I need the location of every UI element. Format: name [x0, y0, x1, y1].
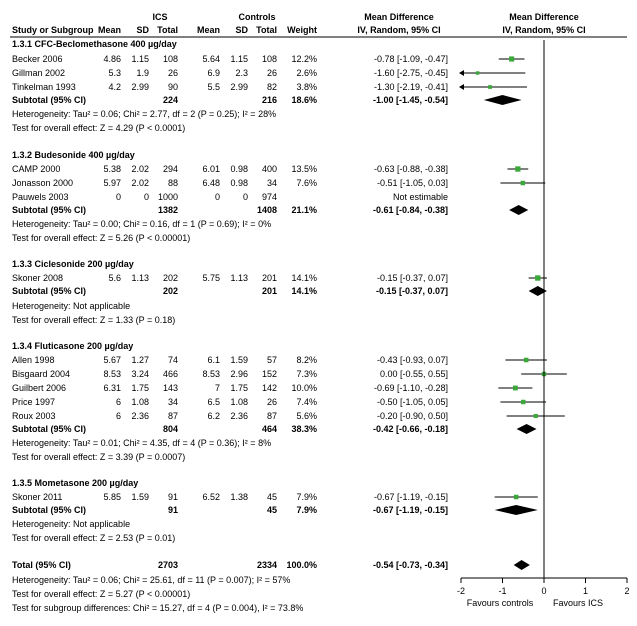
x-tick-label: -1: [498, 586, 507, 596]
controls-mean: 6.1: [207, 355, 220, 365]
study-point: [514, 495, 519, 500]
overall-effect-text: Test for overall effect: Z = 2.53 (P = 0.01): [12, 533, 176, 543]
study-ci-text: -0.67 [-1.19, -0.15]: [373, 492, 448, 502]
controls-mean: 6.52: [202, 492, 220, 502]
x-tick-label: 1: [582, 586, 589, 596]
subtotal-controls-total: 201: [261, 286, 277, 296]
ics-mean: 6: [115, 397, 121, 407]
study-ci-text: 0.00 [-0.55, 0.55]: [379, 369, 448, 379]
footer-text: Test for subgroup differences: Chi² = 15.27, df = 4 (P = 0.004), I² = 73.8%: [12, 603, 304, 613]
header-sd-1: SD: [136, 25, 149, 35]
ics-sd: 1.27: [131, 355, 149, 365]
controls-total: 108: [261, 54, 277, 64]
controls-sd: 2.96: [230, 369, 248, 379]
heterogeneity-text: Heterogeneity: Tau² = 0.06; Chi² = 2.77, df = 2 (P = 0.25); I² = 28%: [12, 109, 277, 119]
ics-total: 294: [162, 164, 178, 174]
study-weight: 12.2%: [291, 54, 317, 64]
total-controls: 2334: [256, 560, 277, 570]
controls-mean: 6.5: [207, 397, 220, 407]
ics-sd: 2.99: [131, 82, 149, 92]
header-md-text-sub: IV, Random, 95% CI: [357, 25, 441, 35]
ics-total: 466: [162, 369, 178, 379]
study-point: [509, 56, 514, 61]
study-point: [535, 275, 540, 280]
ics-mean: 4.2: [108, 82, 121, 92]
controls-sd: 2.3: [235, 68, 248, 78]
header-md-plot: Mean Difference: [509, 12, 579, 22]
controls-sd: 1.15: [230, 54, 248, 64]
header-md-text: Mean Difference: [364, 12, 434, 22]
subtotal-controls-total: 216: [261, 95, 277, 105]
study-point: [488, 85, 492, 89]
study-name: Tinkelman 1993: [12, 82, 76, 92]
study-ci-text: -0.20 [-0.90, 0.50]: [376, 411, 448, 421]
subtotal-weight: 38.3%: [291, 424, 317, 434]
ics-total: 34: [167, 397, 178, 407]
subtotal-ics-total: 224: [162, 95, 178, 105]
overall-effect-text: Test for overall effect: Z = 3.39 (P = 0.0007): [12, 452, 186, 462]
controls-total: 57: [266, 355, 277, 365]
ics-total: 143: [162, 383, 178, 393]
study-name: Jonasson 2000: [12, 178, 74, 188]
study-ci-text: -0.50 [-1.05, 0.05]: [376, 397, 448, 407]
ics-sd: 1.13: [131, 273, 149, 283]
ci-arrow: [459, 70, 464, 76]
header-total-1: Total: [157, 25, 178, 35]
footer-text: Heterogeneity: Tau² = 0.06; Chi² = 25.61, df = 11 (P = 0.007); I² = 57%: [12, 575, 291, 585]
study-weight: 7.4%: [296, 397, 317, 407]
subtotal-weight: 18.6%: [291, 95, 317, 105]
ics-mean: 0: [115, 192, 121, 202]
subtotal-ci-text: -0.42 [-0.66, -0.18]: [372, 424, 448, 434]
total-ci-text: -0.54 [-0.73, -0.34]: [372, 560, 448, 570]
controls-total: 87: [266, 411, 277, 421]
ics-mean: 8.53: [103, 369, 121, 379]
study-name: CAMP 2000: [12, 164, 61, 174]
ics-sd: 2.36: [131, 411, 149, 421]
controls-mean: 5.5: [207, 82, 220, 92]
controls-sd: 0.98: [230, 164, 248, 174]
subtotal-controls-total: 45: [266, 505, 277, 515]
controls-total: 26: [266, 397, 277, 407]
subtotal-ics-total: 1382: [157, 205, 178, 215]
subtotal-controls-total: 464: [261, 424, 277, 434]
heterogeneity-text: Heterogeneity: Tau² = 0.01; Chi² = 4.35, df = 4 (P = 0.36); I² = 8%: [12, 438, 272, 448]
header-controls: Controls: [238, 12, 276, 22]
controls-sd: 2.36: [230, 411, 248, 421]
study-weight: 2.6%: [296, 68, 317, 78]
controls-total: 82: [266, 82, 277, 92]
overall-effect-text: Test for overall effect: Z = 5.26 (P < 0.00001): [12, 233, 191, 243]
subgroup-title: 1.3.2 Budesonide 400 µg/day: [12, 150, 135, 160]
study-name: Bisgaard 2004: [12, 369, 71, 379]
subtotal-label: Subtotal (95% CI): [12, 424, 87, 434]
ics-mean: 5.3: [108, 68, 121, 78]
study-name: Pauwels 2003: [12, 192, 69, 202]
ics-total: 74: [167, 355, 178, 365]
ics-mean: 4.86: [103, 54, 121, 64]
ics-total: 26: [167, 68, 178, 78]
footer-text: Test for overall effect: Z = 5.27 (P < 0.00001): [12, 589, 191, 599]
favours-controls-label: Favours controls: [466, 598, 534, 608]
subtotal-ci-text: -0.15 [-0.37, 0.07]: [375, 286, 448, 296]
controls-mean: 8.53: [202, 369, 220, 379]
study-weight: 3.8%: [296, 82, 317, 92]
study-weight: 7.9%: [296, 492, 317, 502]
header-mean-2: Mean: [196, 25, 220, 35]
study-ci-text: -0.63 [-0.88, -0.38]: [373, 164, 448, 174]
controls-mean: 5.64: [202, 54, 220, 64]
ics-mean: 5.97: [103, 178, 121, 188]
subtotal-label: Subtotal (95% CI): [12, 205, 87, 215]
ics-mean: 5.6: [108, 273, 121, 283]
ics-mean: 5.38: [103, 164, 121, 174]
ics-sd: 2.02: [131, 164, 149, 174]
heterogeneity-text: Heterogeneity: Not applicable: [12, 301, 131, 311]
subtotal-weight: 14.1%: [291, 286, 317, 296]
ics-mean: 5.67: [103, 355, 121, 365]
total-ics: 2703: [157, 560, 178, 570]
study-weight: 5.6%: [296, 411, 317, 421]
subtotal-diamond: [517, 424, 537, 434]
ics-sd: 0: [143, 192, 149, 202]
study-weight: 8.2%: [296, 355, 317, 365]
controls-total: 974: [261, 192, 277, 202]
controls-sd: 0: [242, 192, 248, 202]
total-weight: 100.0%: [286, 560, 317, 570]
study-point: [521, 400, 525, 404]
ics-sd: 1.08: [131, 397, 149, 407]
ics-mean: 6.31: [103, 383, 121, 393]
ics-total: 91: [167, 492, 178, 502]
controls-sd: 1.08: [230, 397, 248, 407]
controls-sd: 1.38: [230, 492, 248, 502]
subtotal-ics-total: 202: [162, 286, 178, 296]
overall-effect-text: Test for overall effect: Z = 4.29 (P < 0.0001): [12, 123, 186, 133]
subtotal-weight: 21.1%: [291, 205, 317, 215]
ics-sd: 1.15: [131, 54, 149, 64]
study-name: Gillman 2002: [12, 68, 66, 78]
total-diamond: [514, 560, 530, 570]
controls-sd: 0.98: [230, 178, 248, 188]
study-name: Price 1997: [12, 397, 56, 407]
subtotal-diamond: [509, 205, 528, 215]
subtotal-label: Subtotal (95% CI): [12, 505, 87, 515]
ics-sd: 3.24: [131, 369, 149, 379]
study-ci-text: -1.60 [-2.75, -0.45]: [373, 68, 448, 78]
heterogeneity-text: Heterogeneity: Tau² = 0.00; Chi² = 0.16, df = 1 (P = 0.69); I² = 0%: [12, 219, 272, 229]
study-name: Skoner 2008: [12, 273, 64, 283]
controls-sd: 2.99: [230, 82, 248, 92]
ics-mean: 5.85: [103, 492, 121, 502]
study-ci-text: -1.30 [-2.19, -0.41]: [373, 82, 448, 92]
favours-ics-label: Favours ICS: [552, 598, 604, 608]
controls-total: 142: [261, 383, 277, 393]
study-ci-text: -0.78 [-1.09, -0.47]: [373, 54, 448, 64]
controls-mean: 5.75: [202, 273, 220, 283]
controls-sd: 1.13: [230, 273, 248, 283]
study-point: [513, 386, 518, 391]
study-weight: 14.1%: [291, 273, 317, 283]
study-name: Allen 1998: [12, 355, 55, 365]
study-point: [534, 414, 538, 418]
x-tick-label: -2: [456, 586, 466, 596]
controls-mean: 6.9: [207, 68, 220, 78]
ics-total: 108: [162, 54, 178, 64]
ics-total: 90: [167, 82, 178, 92]
subtotal-label: Subtotal (95% CI): [12, 286, 87, 296]
controls-mean: 7: [214, 383, 220, 393]
study-ci-text: -0.15 [-0.37, 0.07]: [376, 273, 448, 283]
controls-sd: 1.75: [230, 383, 248, 393]
ics-total: 88: [167, 178, 178, 188]
controls-mean: 6.48: [202, 178, 220, 188]
subgroup-title: 1.3.3 Ciclesonide 200 µg/day: [12, 259, 134, 269]
total-label: Total (95% CI): [12, 560, 71, 570]
ics-sd: 1.9: [136, 68, 149, 78]
ics-sd: 1.59: [131, 492, 149, 502]
ics-sd: 2.02: [131, 178, 149, 188]
header-md-plot-sub: IV, Random, 95% CI: [502, 25, 586, 35]
ics-total: 1000: [157, 192, 178, 202]
study-point: [521, 181, 525, 185]
header-mean-1: Mean: [97, 25, 121, 35]
subtotal-ci-text: -1.00 [-1.45, -0.54]: [372, 95, 448, 105]
study-weight: 7.6%: [296, 178, 317, 188]
ics-mean: 6: [115, 411, 121, 421]
study-weight: 10.0%: [291, 383, 317, 393]
subtotal-weight: 7.9%: [296, 505, 317, 515]
subgroup-title: 1.3.5 Mometasone 200 µg/day: [12, 478, 139, 488]
subtotal-ci-text: -0.67 [-1.19, -0.15]: [372, 505, 448, 515]
overall-effect-text: Test for overall effect: Z = 1.33 (P = 0.18): [12, 315, 176, 325]
header-ics: ICS: [152, 12, 168, 22]
controls-total: 152: [261, 369, 277, 379]
controls-mean: 6.2: [207, 411, 220, 421]
x-tick-label: 0: [541, 586, 547, 596]
controls-sd: 1.59: [230, 355, 248, 365]
study-ci-text: Not estimable: [392, 192, 448, 202]
controls-total: 45: [266, 492, 277, 502]
subtotal-ci-text: -0.61 [-0.84, -0.38]: [372, 205, 448, 215]
ci-arrow: [459, 84, 464, 90]
subtotal-label: Subtotal (95% CI): [12, 95, 87, 105]
study-name: Becker 2006: [12, 54, 63, 64]
study-ci-text: -0.43 [-0.93, 0.07]: [376, 355, 448, 365]
study-point: [515, 166, 520, 171]
x-tick-label: 2: [624, 586, 630, 596]
controls-total: 26: [266, 68, 277, 78]
study-point: [524, 358, 529, 363]
study-name: Roux 2003: [12, 411, 56, 421]
controls-mean: 0: [214, 192, 220, 202]
subtotal-diamond: [484, 95, 522, 105]
subgroup-title: 1.3.1 CFC-Beclomethasone 400 µg/day: [12, 39, 177, 49]
study-name: Guilbert 2006: [12, 383, 67, 393]
heterogeneity-text: Heterogeneity: Not applicable: [12, 519, 131, 529]
controls-total: 201: [261, 273, 277, 283]
ics-sd: 1.75: [131, 383, 149, 393]
study-weight: 7.3%: [296, 369, 317, 379]
subtotal-ics-total: 91: [167, 505, 178, 515]
header-sd-2: SD: [235, 25, 248, 35]
subtotal-diamond: [495, 505, 538, 515]
study-ci-text: -0.51 [-1.05, 0.03]: [376, 178, 448, 188]
subtotal-controls-total: 1408: [256, 205, 277, 215]
controls-mean: 6.01: [202, 164, 220, 174]
controls-total: 34: [266, 178, 277, 188]
study-weight: 13.5%: [291, 164, 317, 174]
study-point: [476, 71, 479, 74]
controls-total: 400: [261, 164, 277, 174]
header-total-2: Total: [256, 25, 277, 35]
subgroup-title: 1.3.4 Fluticasone 200 µg/day: [12, 341, 134, 351]
header-weight: Weight: [287, 25, 317, 35]
study-name: Skoner 2011: [12, 492, 63, 502]
ics-total: 202: [162, 273, 178, 283]
subtotal-ics-total: 804: [162, 424, 178, 434]
ics-total: 87: [167, 411, 178, 421]
study-ci-text: -0.69 [-1.10, -0.28]: [373, 383, 448, 393]
header-study: Study or Subgroup: [12, 25, 94, 35]
